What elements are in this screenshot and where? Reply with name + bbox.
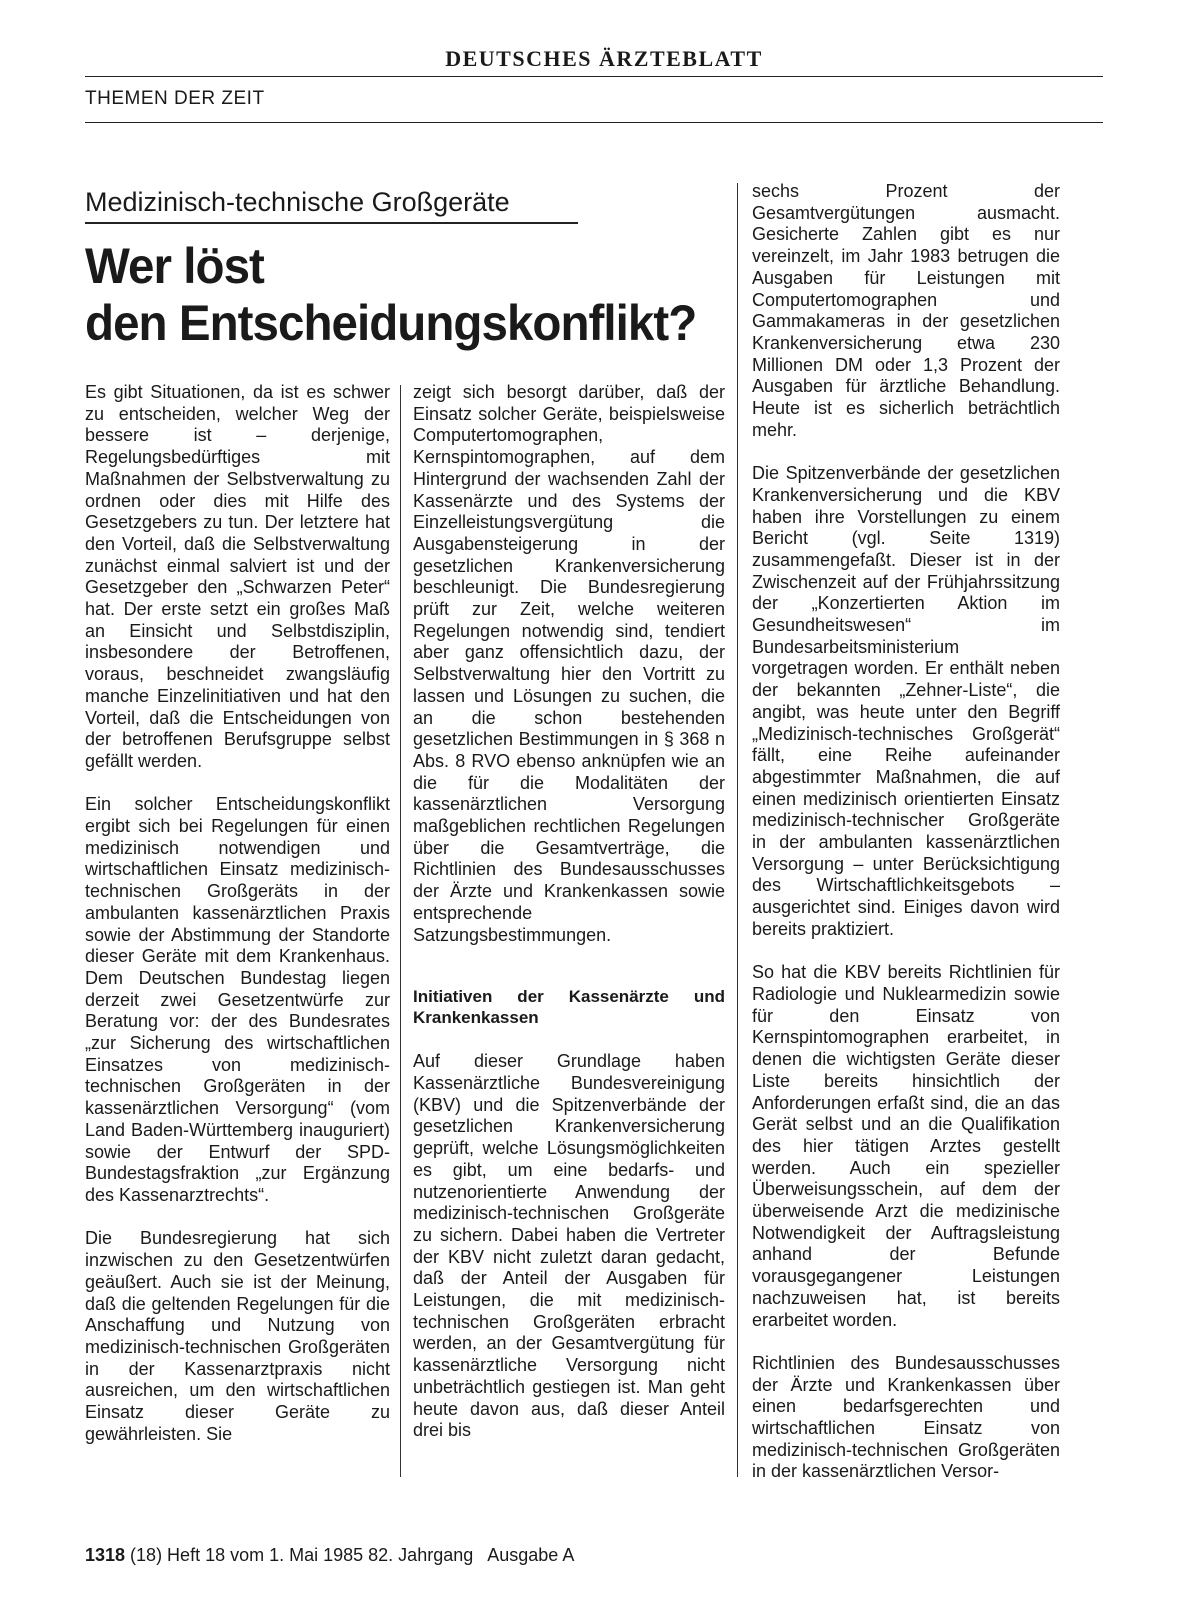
kicker-underline	[85, 222, 578, 224]
section-label: THEMEN DER ZEIT	[85, 88, 265, 109]
column-1	[85, 382, 390, 1467]
col2-subheading: Initiativen der Kassenärzte und Krankenkassen	[413, 987, 725, 1028]
column-3	[752, 181, 1060, 1505]
col3-paragraph-2: Die Spitzenverbände der gesetzlichen Krankenversicherung und die KBV haben ihre Vorstellungen zu einem Bericht (vgl. Seite 1319) zusammengefaßt. Dieser ist in der Zwischenzeit auf der Frühjahrssitzung der „Konzertierten Aktion im Gesundheitswesen“ im Bundesarbeitsministerium vorgetragen worden. Er enthält neben der bekannten „Zehner-Liste“, die angibt, was heute unter den Begriff „Medizinisch-technisches Großgerät“ fällt, eine Reihe aufeinander abgestimmter Maßnahmen, die auf einen medizinisch orientierten Einsatz medizinisch-technischer Großgeräte in der ambulanten kassenärztlichen Versorgung – unter Berücksichtigung des Wirtschaftlichkeitsgebots – ausgerichtet sind. Einiges davon wird bereits praktiziert.	[752, 463, 1060, 939]
col1-paragraph-1: Es gibt Situationen, da ist es schwer zu entscheiden, welcher Weg der bessere ist – derjenige, Regelungsbedürftiges mit Maßnahmen der Selbstverwaltung zu ordnen oder dies mit Hilfe des Gesetzgebers zu tun. Der letztere hat den Vorteil, daß die Selbstverwaltung zunächst einmal salviert ist und der Gesetzgeber den „Schwarzen Peter“ hat. Der erste setzt ein großes Maß an Einsicht und Selbstdisziplin, insbesondere der Betroffenen, voraus, beschneidet zwangsläufig manche Einzelinitiativen und hat den Vorteil, daß die Entscheidungen von der betroffenen Berufsgruppe selbst gefällt werden.	[85, 382, 390, 771]
issue-info: (18) Heft 18 vom 1. Mai 1985 82. Jahrgang Ausgabe A	[125, 1545, 575, 1565]
headline-line-1: Wer löst	[85, 238, 264, 294]
col3-paragraph-1: sechs Prozent der Gesamtvergütungen ausmacht. Gesicherte Zahlen gibt es nur vereinzelt, im Jahr 1983 betrugen die Ausgaben für Leistungen mit Computertomographen und Gammakameras in der gesetzlichen Krankenversicherung etwa 230 Millionen DM oder 1,3 Prozent der Ausgaben für ärztliche Behandlung. Heute ist es sicherlich beträchtlich mehr.	[752, 181, 1060, 440]
headline-line-2: den Entscheidungskonflikt?	[85, 295, 697, 351]
masthead: DEUTSCHES ÄRZTEBLATT	[445, 46, 763, 71]
col3-paragraph-4: Richtlinien des Bundesausschusses der Ärzte und Krankenkassen über einen bedarfsgerechten und wirtschaftlichen Einsatz von medizinisch-technischen Großgeräten in der kassenärztlichen Versor-	[752, 1352, 1060, 1482]
col1-paragraph-3: Die Bundesregierung hat sich inzwischen zu den Gesetzentwürfen geäußert. Auch sie ist der Meinung, daß die geltenden Regelungen für die Anschaffung und Nutzung von medizinisch-technischen Großgeräten in der Kassenarztpraxis nicht ausreichen, um den wirtschaftlichen Einsatz dieser Geräte zu gewährleisten. Sie	[85, 1228, 390, 1444]
page-number: 1318	[85, 1545, 126, 1565]
col1-paragraph-2: Ein solcher Entscheidungskonflikt ergibt sich bei Regelungen für einen medizinisch notwendigen und wirtschaftlichen Einsatz medizinisch-technischen Großgeräts in der ambulanten kassenärztlichen Praxis sowie der Abstimmung der Standorte dieser Geräte mit dem Krankenhaus. Dem Deutschen Bundestag liegen derzeit zwei Gesetzentwürfe zur Beratung vor: der des Bundesrates „zur Sicherung des wirtschaftlichen Einsatzes von medizinisch-technischen Großgeräten in der kassenärztlichen Versorgung“ (vom Land Baden-Württemberg inauguriert) sowie der Entwurf der SPD-Bundestagsfraktion „zur Ergänzung des Kassenarztrechts“.	[85, 794, 390, 1205]
column-2	[413, 382, 725, 1464]
page-footer	[85, 1545, 574, 1566]
section-rule	[85, 122, 1103, 123]
col2-paragraph-2: Auf dieser Grundlage haben Kassenärztliche Bundesvereinigung (KBV) und die Spitzenverbände der gesetzlichen Krankenversicherung geprüft, welche Lösungsmöglichkeiten es gibt, um eine bedarfs- und nutzenorientierte Anwendung der medizinisch-technischen Großgeräte zu sichern. Dabei haben die Vertreter der KBV nicht zuletzt daran gedacht, daß der Anteil der Ausgaben für Leistungen, die mit medizinisch-technischen Großgeräten erbracht werden, an der Gesamtvergütung für kassenärztliche Versorgung nicht unbeträchtlich gestiegen ist. Man geht heute davon aus, daß dieser Anteil drei bis	[413, 1051, 725, 1441]
headline	[85, 238, 731, 352]
kicker: Medizinisch-technische Großgeräte	[85, 187, 510, 217]
col2-paragraph-1: zeigt sich besorgt darüber, daß der Einsatz solcher Geräte, beispielsweise Computertomographen, Kernspintomographen, auf dem Hintergrund der wachsenden Zahl der Kassenärzte und des Systems der Einzelleistungsvergütung die Ausgabensteigerung in der gesetzlichen Krankenversicherung beschleunigt. Die Bundesregierung prüft zur Zeit, welche weiteren Regelungen notwendig sind, tendiert aber ganz offensichtlich dazu, der Selbstverwaltung hier den Vortritt zu lassen und Lösungen zu suchen, die an die schon bestehenden gesetzlichen Bestimmungen in § 368 n Abs. 8 RVO ebenso anknüpfen wie an die für die Modalitäten der kassenärztlichen Versorgung maßgeblichen rechtlichen Regelungen über die Gesamtverträge, die Richtlinien des Bundesausschusses der Ärzte und Krankenkassen sowie entsprechende Satzungsbestimmungen.	[413, 382, 725, 945]
column-divider-2	[737, 183, 738, 1477]
col3-paragraph-3: So hat die KBV bereits Richtlinien für Radiologie und Nuklearmedizin sowie für den Einsatz von Kernspintomographen erarbeitet, in denen die wichtigsten Geräte dieser Liste bereits hinsichtlich der Anforderungen erfaßt sind, die an das Gerät selbst und an die Qualifikation des hier tätigen Arztes gestellt werden. Auch ein spezieller Überweisungsschein, auf dem der überweisende Arzt die medizinische Notwendigkeit der Auftragsleistung anhand der Befunde vorausgegangener Leistungen nachzuweisen hat, ist bereits erarbeitet worden.	[752, 962, 1060, 1330]
column-divider-1	[400, 385, 401, 1477]
masthead-rule	[85, 76, 1103, 77]
